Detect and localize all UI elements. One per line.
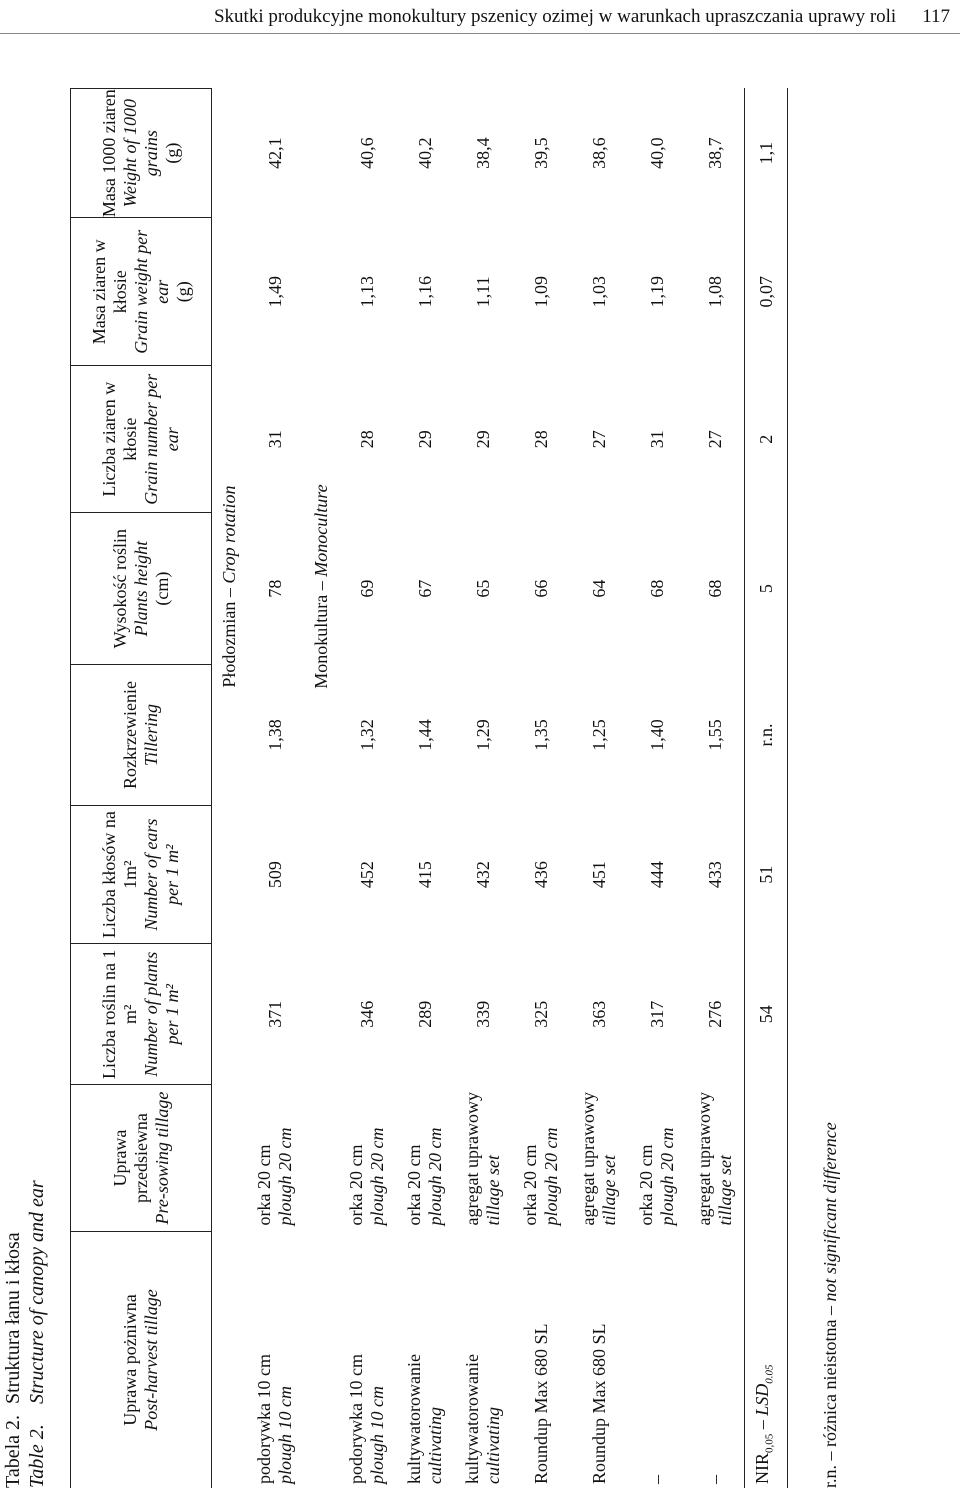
value-cell: 289 — [414, 1000, 435, 1028]
pre-sowing-cell: orka 20 cm plough 20 cm — [636, 1127, 677, 1226]
value-cell: 276 — [704, 1000, 725, 1028]
section-label: Monokultura — [310, 594, 331, 689]
lsd-row — [745, 89, 788, 1488]
value-cell: 346 — [356, 1000, 377, 1028]
value-cell: 39,5 — [530, 137, 551, 169]
lsd-value-cell: 1,1 — [745, 89, 788, 218]
value-cell: 28 — [356, 430, 377, 449]
table-row — [338, 89, 396, 1488]
value-cell: 1,40 — [646, 719, 667, 751]
value-cell: 68 — [704, 579, 725, 598]
table-row — [246, 89, 304, 1488]
lsd-value-cell: 51 — [745, 805, 788, 944]
table-caption — [0, 0, 70, 1488]
table-row — [512, 89, 570, 1488]
value-cell: 415 — [414, 861, 435, 889]
col-header: Uprawa pożniwna Post-harvest tillage — [71, 1231, 212, 1488]
pre-sowing-cell: agregat uprawowy tillage set — [578, 1092, 619, 1226]
post-harvest-cell: podorywka 10 cm plough 10 cm — [254, 1354, 295, 1484]
value-cell: 1,55 — [704, 719, 725, 751]
caption-pl: Tabela 2.Struktura łanu i kłosa — [2, 1232, 24, 1488]
post-harvest-cell: – — [646, 1475, 667, 1484]
post-harvest-cell: Roundup Max 680 SL — [530, 1323, 551, 1484]
value-cell: 1,32 — [356, 719, 377, 751]
value-cell: 68 — [646, 579, 667, 598]
value-cell: 27 — [588, 430, 609, 449]
pre-sowing-cell: agregat uprawowy tillage set — [462, 1092, 503, 1226]
value-cell: 78 — [264, 579, 285, 598]
running-head-title: Skutki produkcyjne monokultury pszenicy ozimej w warunkach upraszczania uprawy roli — [213, 6, 897, 27]
pre-sowing-cell: orka 20 cm plough 20 cm — [254, 1127, 295, 1226]
lsd-value-cell: 54 — [745, 944, 788, 1085]
value-cell: 38,7 — [704, 137, 725, 169]
lsd-value-cell: 2 — [745, 366, 788, 513]
value-cell: 66 — [530, 579, 551, 598]
table-row — [686, 89, 745, 1488]
value-cell: 27 — [704, 430, 725, 449]
value-cell: 1,03 — [588, 276, 609, 308]
table-row — [570, 89, 628, 1488]
value-cell: 371 — [264, 1000, 285, 1028]
value-cell: 31 — [646, 430, 667, 449]
value-cell: 325 — [530, 1000, 551, 1028]
value-cell: 40,6 — [356, 137, 377, 169]
table-row — [396, 89, 454, 1488]
value-cell: 28 — [530, 430, 551, 449]
value-cell: 317 — [646, 1000, 667, 1028]
structure-table — [70, 88, 788, 1488]
value-cell: 1,08 — [704, 276, 725, 308]
value-cell: 29 — [414, 430, 435, 449]
value-cell: 69 — [356, 579, 377, 598]
pre-sowing-cell: orka 20 cm plough 20 cm — [520, 1127, 561, 1226]
lsd-value-cell: 5 — [745, 513, 788, 665]
value-cell: 29 — [472, 430, 493, 449]
table-header-row — [71, 89, 212, 1488]
value-cell: 1,35 — [530, 719, 551, 751]
post-harvest-cell: Roundup Max 680 SL — [588, 1323, 609, 1484]
col-header: Liczba ziaren w kłosie Grain number per ear — [71, 366, 212, 513]
col-header: Masa ziaren w kłosie Grain weight per ear (g) — [71, 218, 212, 366]
post-harvest-cell: kultywatorowanie cultivating — [404, 1354, 445, 1484]
col-header: Rozkrzewienie Tillering — [71, 665, 212, 806]
value-cell: 432 — [472, 861, 493, 889]
section-label-en: Crop rotation — [218, 485, 239, 584]
post-harvest-cell: – — [704, 1475, 725, 1484]
crop-rotation-rows — [246, 89, 304, 1488]
table-row — [454, 89, 512, 1488]
monoculture-rows — [338, 89, 745, 1488]
value-cell: 433 — [704, 861, 725, 889]
section-row-monoculture: Monokultura – Monoculture — [310, 484, 331, 689]
section-row-crop-rotation: Płodozmian – Crop rotation — [218, 485, 239, 688]
value-cell: 1,38 — [264, 719, 285, 751]
value-cell: 451 — [588, 861, 609, 889]
post-harvest-cell: podorywka 10 cm plough 10 cm — [346, 1354, 387, 1484]
col-header: Liczba kłosów na 1m² Number of ears per 1 m² — [71, 805, 212, 944]
value-cell: 1,11 — [472, 276, 493, 308]
lsd-value-cell: 0,07 — [745, 218, 788, 366]
col-header: Liczba roślin na 1 m² Number of plants per 1 m² — [71, 944, 212, 1085]
col-header: Wysokość roślin Plants height (cm) — [71, 513, 212, 665]
value-cell: 1,25 — [588, 719, 609, 751]
caption-en: Table 2.Structure of canopy and ear — [26, 1180, 48, 1488]
value-cell: 40,0 — [646, 137, 667, 169]
pre-sowing-cell: orka 20 cm plough 20 cm — [404, 1127, 445, 1226]
value-cell: 1,29 — [472, 719, 493, 751]
footnote: r.n. – różnica nieistotna – not significant difference — [820, 1122, 840, 1488]
value-cell: 436 — [530, 861, 551, 889]
value-cell: 363 — [588, 1000, 609, 1028]
value-cell: 444 — [646, 861, 667, 889]
pre-sowing-cell: agregat uprawowy tillage set — [694, 1092, 735, 1226]
value-cell: 1,16 — [414, 276, 435, 308]
lsd-value-cell: r.n. — [745, 665, 788, 806]
page-number: 117 — [922, 6, 950, 27]
value-cell: 452 — [356, 861, 377, 889]
section-label: Płodozmian — [218, 601, 239, 688]
value-cell: 31 — [264, 430, 285, 449]
col-header: Uprawa przedsiewna Pre-sowing tillage — [71, 1085, 212, 1232]
value-cell: 339 — [472, 1000, 493, 1028]
value-cell: 40,2 — [414, 137, 435, 169]
value-cell: 1,44 — [414, 719, 435, 751]
lsd-label: $NIR_{0,05} - LSD_{0.05}$ — [745, 1085, 788, 1488]
value-cell: 38,4 — [472, 137, 493, 169]
pre-sowing-cell: orka 20 cm plough 20 cm — [346, 1127, 387, 1226]
value-cell: 64 — [588, 579, 609, 598]
value-cell: 1,13 — [356, 276, 377, 308]
value-cell: 509 — [264, 861, 285, 889]
value-cell: 42,1 — [264, 137, 285, 169]
col-header: Masa 1000 ziaren Weight of 1000 grains (g) — [71, 89, 212, 218]
section-label-en: Monoculture — [310, 484, 331, 577]
value-cell: 1,19 — [646, 276, 667, 308]
value-cell: 67 — [414, 579, 435, 598]
post-harvest-cell: kultywatorowanie cultivating — [462, 1354, 503, 1484]
value-cell: 38,6 — [588, 137, 609, 169]
table-row — [628, 89, 686, 1488]
value-cell: 1,09 — [530, 276, 551, 308]
value-cell: 1,49 — [264, 276, 285, 308]
value-cell: 65 — [472, 579, 493, 598]
